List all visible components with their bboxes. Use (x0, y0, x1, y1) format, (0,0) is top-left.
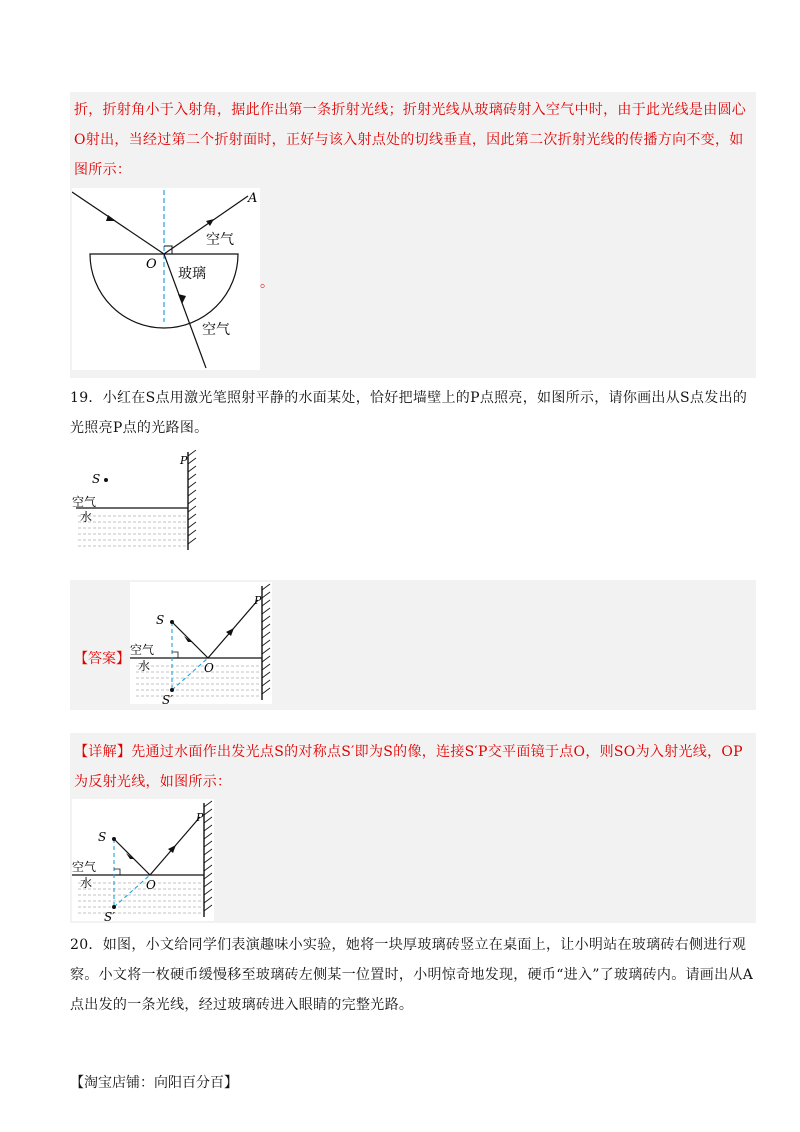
answer-tag: 【答案】 (74, 651, 130, 667)
wall-hatching (204, 801, 212, 911)
point-S-prime (170, 688, 174, 692)
wall-hatching (262, 584, 270, 694)
label-air: 空气 (72, 860, 97, 874)
water-wall-diagram (72, 450, 212, 552)
label-glass: 玻璃 (178, 266, 206, 282)
label-water: 水 (138, 659, 151, 673)
label-O: O (204, 661, 214, 675)
label-P: P (180, 454, 188, 467)
virtual-ray (172, 658, 208, 690)
arrowhead (168, 845, 176, 853)
incident-ray (172, 622, 208, 658)
answer-panel-19 (70, 580, 756, 710)
detail-text-19 (74, 737, 752, 797)
label-water: 水 (80, 876, 93, 890)
label-P: P (254, 594, 262, 607)
question-19-figure (72, 450, 212, 552)
label-S: S (98, 830, 107, 844)
arrowhead (226, 628, 234, 636)
period-mark: 。 (260, 275, 274, 291)
detail-reflection-diagram (72, 799, 214, 921)
water-body (76, 508, 188, 550)
detail-tag: 【详解】 (74, 744, 132, 760)
point-S (104, 478, 108, 482)
label-S: S (92, 472, 101, 486)
wall-hatching (188, 450, 196, 544)
label-air: 空气 (130, 643, 155, 657)
arrowhead (178, 294, 186, 304)
right-angle-mark (114, 869, 120, 875)
label-air-top: 空气 (206, 232, 234, 248)
label-O: O (146, 878, 156, 892)
virtual-ray (114, 875, 150, 907)
answer-reflection-diagram (130, 582, 272, 704)
label-air-bottom: 空气 (202, 322, 230, 338)
water-hatching (78, 883, 202, 913)
glass-refraction-figure (72, 188, 260, 370)
label-O: O (146, 257, 157, 272)
detail-panel-19 (70, 733, 756, 923)
incident-ray (72, 192, 164, 254)
water-hatching (136, 666, 260, 696)
detail-body: 先通过水面作出发光点S的对称点S′即为S的像，连接S′P交平面镜于点O，则SO为入射光线，OP为反射光线，如图所示： (74, 744, 743, 790)
label-water: 水 (80, 510, 93, 524)
footer-shop: 【淘宝店铺：向阳百分百】 (70, 1075, 238, 1091)
label-P: P (196, 811, 204, 824)
label-air: 空气 (72, 495, 97, 509)
label-S: S (156, 613, 165, 627)
label-A: A (248, 191, 258, 206)
question-19-text: 19．小红在S点用激光笔照射平静的水面某处，恰好把墙壁上的P点照亮，如图所示，请你画出从S点发出的光照亮P点的光路图。 (70, 390, 748, 436)
point-S (112, 837, 116, 841)
detail-19-figure (72, 799, 214, 921)
right-angle-mark (172, 652, 178, 658)
explanation-panel-18 (70, 92, 756, 378)
incident-ray (114, 839, 150, 875)
arrowhead (206, 219, 214, 226)
answer-19-figure (130, 582, 272, 704)
point-S-prime (112, 905, 116, 909)
glass-refraction-diagram (72, 188, 260, 370)
explanation-text-18: 折，折射角小于入射角，据此作出第一条折射光线；折射光线从玻璃砖射入空气中时，由于此光线是由圆心O射出，当经过第二个折射面时，正好与该入射点处的切线垂直，因此第二次折射光线的传播方向不变，如图所示： (74, 102, 747, 178)
question-20-text: 20．如图，小文给同学们表演趣味小实验，她将一块厚玻璃砖竖立在桌面上，让小明站在玻璃砖右侧进行观察。小文将一枚硬币缓慢移至玻璃砖左侧某一位置时，小明惊奇地发现，硬币“进入”了玻璃砖内。请画出从A点出发的一条光线，经过玻璃砖进入眼睛的完整光路。 (70, 937, 754, 1013)
point-S (170, 620, 174, 624)
label-S-prime: S′ (104, 910, 115, 921)
label-S-prime: S′ (162, 693, 173, 704)
